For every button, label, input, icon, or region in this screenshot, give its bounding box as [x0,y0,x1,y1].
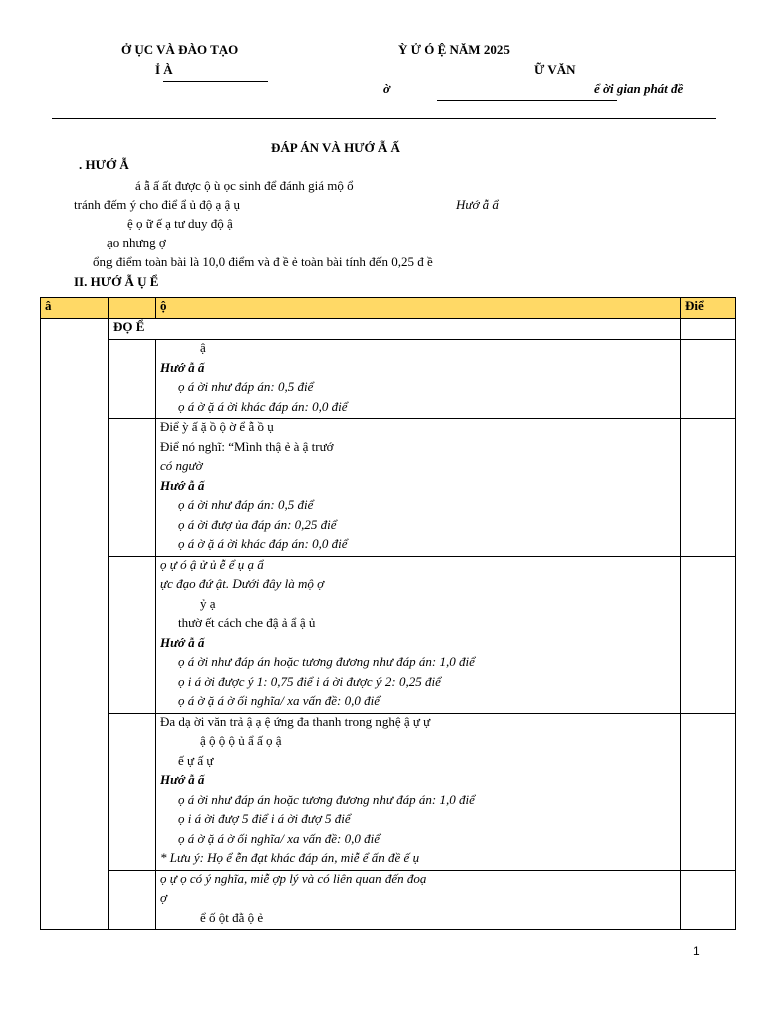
col-header-question [109,298,156,319]
content-line: ọ ự ó ậ ử ủ ễ ể ụ ạ ẩ [160,556,264,572]
header-left-line1: Ở ỤC VÀ ĐÀO TẠO [121,42,239,57]
section1-line-italic: Hướ ẫ ẩ [456,197,499,212]
table-row [41,870,736,930]
table-row [41,713,736,870]
table-row [41,419,736,557]
part-cell [41,319,109,930]
table-row [41,556,736,713]
question-number-cell [109,340,156,419]
content-cell [156,870,681,930]
content-line: Đa dạ ời văn trả ậ ạ ệ ứng đa thanh trong nghệ ậ ự ự [160,713,431,729]
page-title: ĐÁP ÁN VÀ HƯỚ Ẫ Ấ [271,140,400,155]
score-cell [681,713,736,870]
section2-heading: II. HƯỚ Ẫ Ụ Ể [74,274,159,289]
content-line: ọ á ờ ặ á ời khác đáp án: 0,0 điể [178,536,348,551]
header-right-line3-right: ể ời gian phát đề [594,81,684,96]
content-line: Hướ ẫ ấ [160,772,205,787]
question-number-cell [109,713,156,870]
content-line: Điể ỳ ấ ặ ồ ộ ờ ể ẫ ồ ụ [160,419,274,434]
score-cell [681,556,736,713]
content-line: ọ á ời như đáp án: 0,5 điể [178,379,314,394]
header-right-underline [437,100,617,101]
content-line: ậ [200,340,206,355]
content-line: ọ á ời đượ ủa đáp án: 0,25 điể [178,516,337,532]
question-number-cell [109,870,156,930]
score-cell [681,340,736,419]
content-line: * Lưu ý: Họ ể ễn đạt khác đáp án, miễ ể ấn đề ế ụ [160,850,420,865]
content-line: ọ á ời như đáp án hoặc tương đương như đáp án: 1,0 điể [178,791,475,807]
content-line: thườ ết cách che đậ ả ẩ ậ ủ [178,615,316,630]
content-line: ọ á ời như đáp án: 0,5 điể [178,497,314,512]
content-line: ọ á ờ ặ á ờ ối nghĩa/ xa vấn đề: 0,0 điể [178,693,380,708]
section1-line: á ẫ ấ ất được ộ ù ọc sinh để đánh giá mộ ổ [135,178,354,193]
header-left-line2: Ỉ À [155,62,173,77]
section1-line: tránh đếm ý cho điể ẩ ủ độ ạ ậ ụ [74,197,241,212]
question-number-cell [109,556,156,713]
table-row [41,340,736,419]
header-divider [52,118,716,119]
content-line: Hướ ẫ ấ [160,477,205,493]
content-line: ọ i á ời được ý 1: 0,75 điể i á ời được ý 2: 0,25 điể [178,673,441,689]
content-cell [156,419,681,557]
content-cell [156,340,681,419]
header-right-line2: Ữ VĂN [534,62,576,77]
content-cell [156,556,681,713]
table-header-row [41,298,736,319]
section-subhead: ĐỌ Ể [109,319,681,340]
page-number: 1 [693,944,700,958]
score-cell [681,319,736,340]
content-cell [156,713,681,870]
content-line: ợ [160,890,167,905]
score-cell [681,419,736,557]
content-line: Hướ ẫ ấ [160,359,205,375]
content-line: ế ự ấ ự [178,752,214,768]
score-cell [681,870,736,930]
col-header-part: â [41,298,109,319]
header-right-line3-left: ờ [383,81,390,96]
col-header-score: Điể [681,298,736,319]
content-line: ực đạo đứ ật. Dưới đây là mộ ợ [160,576,325,591]
question-number-cell [109,419,156,557]
section1-line: ạo nhưng ợ [107,235,166,250]
content-line: ọ á ờ ặ á ờ ối nghĩa/ xa vấn đề: 0,0 điể [178,830,380,846]
content-line: ọ ự ọ có ý nghĩa, miễ ợp lý và có liên quan đến đoạ [160,870,427,886]
header-left-underline [163,81,268,82]
answer-table [40,297,736,930]
content-line: ể ố ột đằ ộ ẻ [200,909,264,925]
section1-heading: . HƯỚ Ẫ [79,157,129,172]
content-line: ọ á ời như đáp án hoặc tương đương như đáp án: 1,0 điể [178,654,475,669]
content-line: Hướ ẫ ấ [160,634,205,650]
content-line: ỷ ạ [200,595,216,611]
content-line: có ngườ [160,458,203,473]
content-line: ậ ộ ộ ộ ủ ẩ ấ ọ ậ [200,733,282,748]
content-line: ọ i á ời đượ 5 điể i á ời đượ 5 điể [178,811,351,826]
col-header-content: ộ [156,298,681,319]
content-line: ọ á ờ ặ á ời khác đáp án: 0,0 điể [178,398,348,414]
table-subhead-row [41,319,736,340]
section1-line: ệ ọ ữ ế ạ tư duy độ ậ [127,216,233,231]
section1-line: ổng điểm toàn bài là 10,0 điểm và đ ề ẻ toàn bài tính đến 0,25 đ ề [93,254,433,269]
header-right-line1: Ỳ Ử Ó Ệ NĂM 2025 [398,42,510,57]
content-line: Điể nó nghĩ: “Mình thậ ẻ à ậ trướ [160,438,334,454]
